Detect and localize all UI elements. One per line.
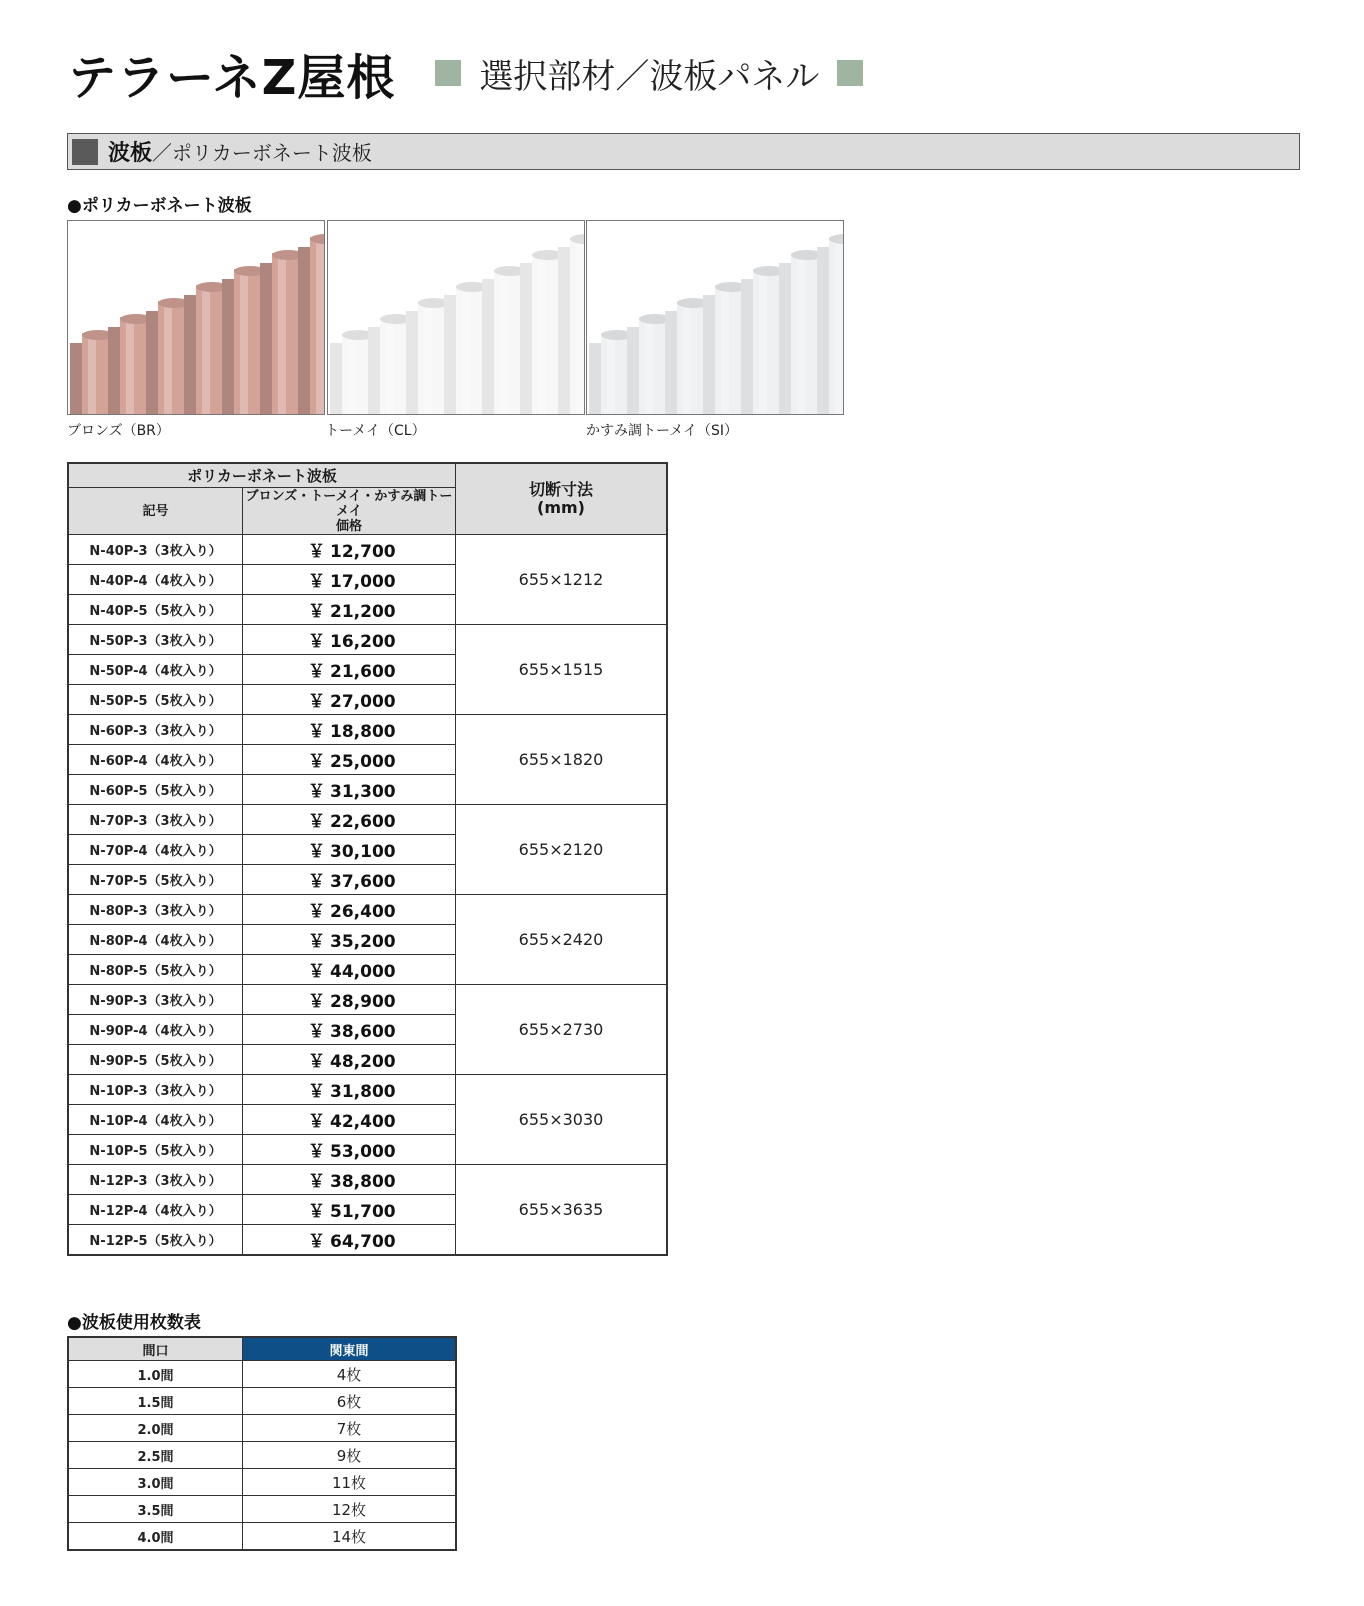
price-amount: 42,400 [330,1112,396,1132]
table-row [68,1165,667,1195]
yen-symbol: ￥ [308,1082,325,1102]
product-code-cell: N-40P-4（4枚入り） [68,565,243,595]
yen-symbol: ￥ [308,782,325,802]
panel-ridge [741,266,785,414]
price-table-body [68,535,667,1256]
page-subtitle-group [435,49,863,98]
product-code-cell: N-12P-5（5枚入り） [68,1225,243,1256]
yen-symbol: ￥ [308,572,325,592]
price-cell [243,805,456,835]
table-row [68,1496,456,1523]
price-amount: 38,800 [330,1172,396,1192]
yen-symbol: ￥ [308,1202,325,1222]
price-header-line1: ブロンズ・トーメイ・かすみ調トーメイ [245,488,453,519]
product-code-cell: N-50P-4（4枚入り） [68,655,243,685]
frontage-cell: 2.5間 [68,1442,243,1469]
section-band [67,133,1300,170]
price-cell [243,1015,456,1045]
page-header [68,40,863,106]
photo-bronze [67,220,325,415]
price-amount: 16,200 [330,632,396,652]
product-code-cell: N-50P-5（5枚入り） [68,685,243,715]
panel-ridge [665,298,709,414]
frontage-cell: 1.0間 [68,1361,243,1388]
price-amount: 44,000 [330,962,396,982]
price-cell [243,955,456,985]
price-amount: 26,400 [330,902,396,922]
price-cell [243,565,456,595]
count-table-body [68,1361,456,1551]
panel-ridge [703,282,747,414]
price-amount: 31,300 [330,782,396,802]
table-row [68,1442,456,1469]
green-square-icon [837,60,863,86]
photo-clear [327,220,585,415]
sheet-count-cell: 14枚 [243,1523,457,1551]
price-amount: 38,600 [330,1022,396,1042]
price-cell [243,1045,456,1075]
price-header-line2: 価格 [335,518,362,534]
panel-ridge [406,298,450,414]
product-code-cell: N-10P-5（5枚入り） [68,1135,243,1165]
green-square-icon [435,60,461,86]
product-code-cell: N-80P-3（3枚入り） [68,895,243,925]
product-code-cell: N-12P-3（3枚入り） [68,1165,243,1195]
photo-caption-mist: かすみ調トーメイ（SI） [586,423,739,439]
page-title: テラーネZ屋根 [68,49,396,106]
sheet-count-cell: 6枚 [243,1388,457,1415]
price-amount: 21,200 [330,602,396,622]
product-code-cell: N-10P-3（3枚入り） [68,1075,243,1105]
panel-ridge [779,250,823,414]
sheet-count-cell: 4枚 [243,1361,457,1388]
photo-mist [586,220,844,415]
yen-symbol: ￥ [308,812,325,832]
panel-ridge [184,282,228,414]
photo-caption-bronze: ブロンズ（BR） [67,423,170,439]
panel-ridge [627,314,671,414]
corrugated-panel-image [328,221,584,414]
price-amount: 37,600 [330,872,396,892]
sheet-count-cell: 7枚 [243,1415,457,1442]
price-amount: 48,200 [330,1052,396,1072]
yen-symbol: ￥ [308,932,325,952]
price-cell [243,775,456,805]
frontage-cell: 4.0間 [68,1523,243,1551]
panel-ridge [108,314,152,414]
corrugated-panel-image [587,221,843,414]
panel-ridge [330,330,374,414]
table-row [68,985,667,1015]
yen-symbol: ￥ [308,692,325,712]
table-row [68,625,667,655]
product-code-cell: N-90P-3（3枚入り） [68,985,243,1015]
cut-size-cell: 655×3635 [456,1165,668,1256]
frontage-cell: 3.0間 [68,1469,243,1496]
product-code-cell: N-90P-5（5枚入り） [68,1045,243,1075]
frontage-cell: 3.5間 [68,1496,243,1523]
table-row [68,1415,456,1442]
count-col-width-header: 間口 [68,1337,243,1361]
panel-ridge [482,266,526,414]
cut-size-cell: 655×3030 [456,1075,668,1165]
product-code-cell: N-80P-4（4枚入り） [68,925,243,955]
price-cell [243,1135,456,1165]
count-table [67,1336,457,1551]
panel-ridge [146,298,190,414]
price-amount: 31,800 [330,1082,396,1102]
price-amount: 51,700 [330,1202,396,1222]
size-header-line1: 切断寸法 [528,480,593,499]
product-code-cell: N-40P-5（5枚入り） [68,595,243,625]
product-code-cell: N-10P-4（4枚入り） [68,1105,243,1135]
yen-symbol: ￥ [308,722,325,742]
price-amount: 30,100 [330,842,396,862]
frontage-cell: 2.0間 [68,1415,243,1442]
table-row [68,1523,456,1551]
table-row [68,1361,456,1388]
product-code-cell: N-60P-4（4枚入り） [68,745,243,775]
sheet-count-cell: 12枚 [243,1496,457,1523]
yen-symbol: ￥ [308,1232,325,1252]
yen-symbol: ￥ [308,752,325,772]
price-amount: 25,000 [330,752,396,772]
corrugated-panel-image [68,221,324,414]
price-amount: 64,700 [330,1232,396,1252]
price-cell [243,1195,456,1225]
panel-ridge [589,330,633,414]
product-code-cell: N-40P-3（3枚入り） [68,535,243,565]
table-row [68,805,667,835]
product-code-cell: N-80P-5（5枚入り） [68,955,243,985]
price-cell [243,895,456,925]
yen-symbol: ￥ [308,602,325,622]
photo-caption-clear: トーメイ（CL） [325,423,426,439]
sheet-count-cell: 11枚 [243,1469,457,1496]
price-amount: 22,600 [330,812,396,832]
panel-ridge [260,250,304,414]
price-cell [243,835,456,865]
dark-square-icon [72,139,98,165]
cut-size-cell: 655×1820 [456,715,668,805]
price-group-header: ポリカーボネート波板 [68,463,456,488]
price-column-header [243,488,456,535]
yen-symbol: ￥ [308,542,325,562]
count-col-count-header: 関東間 [243,1337,457,1361]
section-title: 波板 [108,141,153,166]
product-code-cell: N-70P-4（4枚入り） [68,835,243,865]
table-row [68,1469,456,1496]
price-cell [243,1075,456,1105]
cut-size-cell: 655×1515 [456,625,668,715]
price-amount: 17,000 [330,572,396,592]
price-cell [243,985,456,1015]
yen-symbol: ￥ [308,902,325,922]
page-subtitle: 選択部材／波板パネル [479,56,820,97]
panel-ridge [298,234,324,414]
table-row [68,1388,456,1415]
price-cell [243,595,456,625]
price-cell [243,1165,456,1195]
product-code-cell: N-90P-4（4枚入り） [68,1015,243,1045]
price-amount: 12,700 [330,542,396,562]
yen-symbol: ￥ [308,992,325,1012]
product-code-cell: N-70P-3（3枚入り） [68,805,243,835]
yen-symbol: ￥ [308,1142,325,1162]
product-code-cell: N-70P-5（5枚入り） [68,865,243,895]
price-amount: 21,600 [330,662,396,682]
yen-symbol: ￥ [308,1022,325,1042]
yen-symbol: ￥ [308,1112,325,1132]
panel-ridge [558,234,584,414]
cut-size-cell: 655×2120 [456,805,668,895]
cut-size-cell: 655×2730 [456,985,668,1075]
cut-size-cell: 655×1212 [456,535,668,625]
product-code-cell: N-60P-3（3枚入り） [68,715,243,745]
table-row [68,895,667,925]
yen-symbol: ￥ [308,842,325,862]
product-code-cell: N-60P-5（5枚入り） [68,775,243,805]
size-header-line2: (mm) [537,498,585,517]
price-amount: 27,000 [330,692,396,712]
panel-ridge [70,330,114,414]
price-cell [243,1225,456,1256]
price-amount: 35,200 [330,932,396,952]
table-row [68,535,667,565]
price-cell [243,535,456,565]
photos-section-label: ●ポリカーボネート波板 [67,196,252,216]
cut-size-cell: 655×2420 [456,895,668,985]
table-row [68,715,667,745]
yen-symbol: ￥ [308,1172,325,1192]
price-amount: 28,900 [330,992,396,1012]
panel-ridge [817,234,843,414]
price-cell [243,1105,456,1135]
section-subtitle: ／ポリカーボネート波板 [152,141,372,165]
price-amount: 53,000 [330,1142,396,1162]
yen-symbol: ￥ [308,872,325,892]
yen-symbol: ￥ [308,1052,325,1072]
panel-ridge [520,250,564,414]
price-cell [243,625,456,655]
size-column-header [456,463,668,535]
yen-symbol: ￥ [308,962,325,982]
product-code-cell: N-12P-4（4枚入り） [68,1195,243,1225]
price-cell [243,685,456,715]
price-table [67,462,668,1256]
table-row [68,1075,667,1105]
panel-ridge [222,266,266,414]
price-cell [243,865,456,895]
panel-ridge [368,314,412,414]
code-column-header: 記号 [68,488,243,535]
frontage-cell: 1.5間 [68,1388,243,1415]
sheet-count-cell: 9枚 [243,1442,457,1469]
count-section-label: ●波板使用枚数表 [67,1313,201,1333]
panel-ridge [444,282,488,414]
yen-symbol: ￥ [308,662,325,682]
price-cell [243,715,456,745]
yen-symbol: ￥ [308,632,325,652]
price-cell [243,925,456,955]
price-cell [243,655,456,685]
product-code-cell: N-50P-3（3枚入り） [68,625,243,655]
price-amount: 18,800 [330,722,396,742]
price-cell [243,745,456,775]
